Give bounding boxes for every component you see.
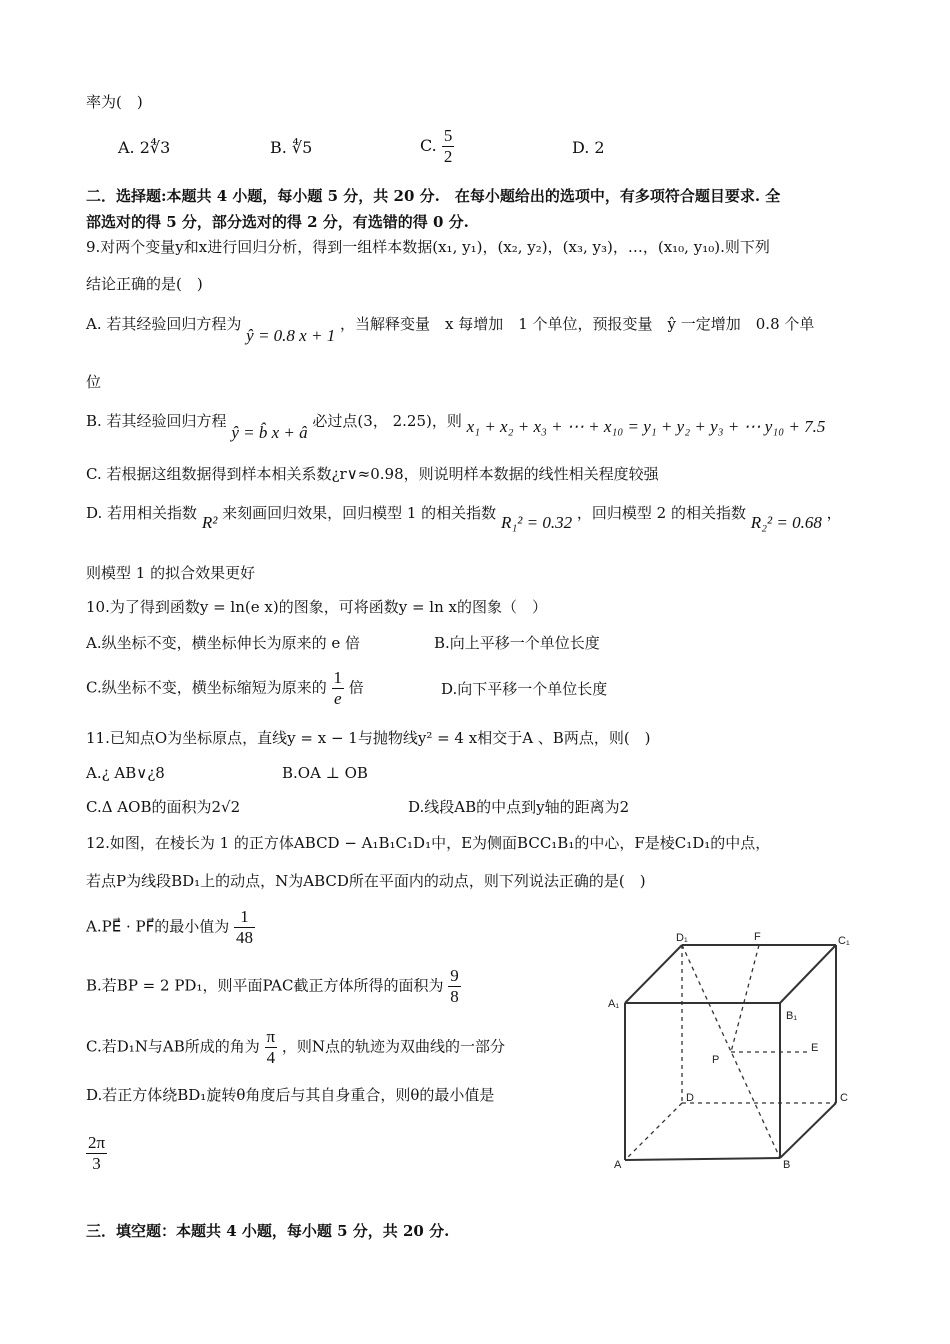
q10-option-d: D.向下平移一个单位长度 <box>441 680 608 698</box>
q11-stem: 11.已知点O为坐标原点，直线y = x − 1与抛物线y² = 4 x相交于A 、B两点，则( ) <box>86 729 651 747</box>
q9-b-text1: B. 若其经验回归方程 <box>86 412 227 430</box>
label-c1: C₁ <box>838 935 850 947</box>
q9-option-a <box>86 314 815 345</box>
label-a1: A₁ <box>608 998 620 1010</box>
q10-option-b: B.向上平移一个单位长度 <box>434 634 600 652</box>
q11-option-d: D.线段AB的中点到y轴的距离为2 <box>408 798 630 816</box>
q9-option-d-cont: 则模型 1 的拟合效果更好 <box>86 564 256 582</box>
q9-stem-line1: 9.对两个变量y和x进行回归分析，得到一组样本数据(x₁, y₁)，(x₂, y₂)，(x₃, y₃)，…，(x₁₀, y₁₀).则下列 <box>86 238 770 256</box>
fraction-denominator: 3 <box>92 1154 101 1173</box>
q12-b-fraction <box>448 966 461 1007</box>
fraction-denominator: 4 <box>266 1048 276 1067</box>
q9-a-text1: A. 若其经验回归方程为 <box>86 315 242 333</box>
q8-tail: 率为( ) <box>86 93 143 111</box>
edge-d1-a1 <box>625 945 682 1003</box>
q10-c-text1: C.纵坐标不变，横坐标缩短为原来的 <box>86 678 327 697</box>
edge-b-c <box>780 1103 836 1158</box>
fraction-denominator: 2 <box>443 147 453 166</box>
q12-c-text1: C.若D₁N与AB所成的角为 <box>86 1037 260 1056</box>
q9-d-text3: ，回归模型 2 的相关指数 <box>576 504 746 522</box>
q12-a-fraction <box>234 907 255 948</box>
section3-header: 三．填空题：本题共 4 小题，每小题 5 分，共 20 分. <box>86 1222 450 1240</box>
q8-option-c <box>420 126 454 167</box>
q12-a-text: A.PE⃗ · PF⃗的最小值为 <box>86 917 230 936</box>
q9-d-text4: ， <box>826 504 842 522</box>
q12-option-d-value <box>86 1133 107 1174</box>
q9-option-d <box>86 503 842 532</box>
q12-c-text2: ，则N点的轨迹为双曲线的一部分 <box>281 1037 506 1056</box>
label-b: B <box>783 1159 791 1171</box>
section2-line1: 二．选择题:本题共 4 小题，每小题 5 分，共 20 分. 在每小题给出的选项中，有多项符合题目要求. 全 <box>86 187 781 205</box>
q9-b-text2: 必过点(3， 2.25)，则 <box>312 412 462 430</box>
q9-d-equation1: R₁² = 0.32 <box>500 513 573 532</box>
fraction-numerator: 1 <box>333 668 342 687</box>
q12-option-b <box>86 966 461 1007</box>
label-d: D <box>686 1092 694 1104</box>
q9-option-a-cont: 位 <box>86 373 102 391</box>
q8-option-d: D. 2 <box>572 138 605 157</box>
label-p: P <box>712 1054 720 1066</box>
fraction-numerator: 1 <box>234 907 255 928</box>
label-a: A <box>614 1159 622 1171</box>
q8-option-c-fraction <box>442 126 455 167</box>
q11-option-b: B.OA ⊥ OB <box>282 764 368 782</box>
q12-b-text: B.若BP = 2 PD₁，则平面PAC截正方体所得的面积为 <box>86 976 444 995</box>
q11-option-a: A.¿ AB∨¿8 <box>86 764 165 782</box>
q10-c-text2: 倍 <box>348 678 364 697</box>
q9-option-b <box>86 411 826 442</box>
q9-b-equation: ŷ = b̂ x + â <box>231 423 308 442</box>
cube-figure <box>600 925 870 1175</box>
q9-d-equation2: R₂² = 0.68 <box>750 513 822 532</box>
label-e: E <box>811 1042 819 1054</box>
q9-d-text1: D. 若用相关指数 <box>86 504 198 522</box>
q9-stem-line2: 结论正确的是( ) <box>86 275 203 293</box>
q8-option-a: A. 2∜3 <box>118 138 171 157</box>
q9-a-equation: ŷ = 0.8 x + 1 <box>246 326 336 345</box>
q12-d-fraction <box>86 1133 107 1174</box>
q9-b-equation2: x₁ + x₂ + x₃ + ⋯ + x₁₀ = y₁ + y₂ + y₃ + ⋯ y₁₀ + 7.5 <box>466 417 826 436</box>
q12-c-fraction <box>265 1027 278 1068</box>
label-f: F <box>754 931 761 943</box>
fraction-numerator: 9 <box>450 966 459 985</box>
q9-d-text2: 来刻画回归效果，回归模型 1 的相关指数 <box>222 504 497 522</box>
label-d1: D₁ <box>676 932 688 944</box>
q10-option-c <box>86 668 364 709</box>
q12-option-a <box>86 907 255 948</box>
fraction-denominator: 48 <box>235 928 253 947</box>
q10-c-fraction <box>332 668 345 709</box>
q12-stem-line1: 12.如图，在棱长为 1 的正方体ABCD − A₁B₁C₁D₁中，E为侧面BCC₁B₁的中心，F是棱C₁D₁的中点， <box>86 834 771 852</box>
edge-a-b <box>625 1158 780 1160</box>
fraction-denominator: 8 <box>450 987 459 1006</box>
q12-option-d: D.若正方体绕BD₁旋转θ角度后与其自身重合，则θ的最小值是 <box>86 1086 495 1104</box>
q9-a-text2: ，当解释变量 x 每增加 1 个单位，预报变量 ŷ 一定增加 0.8 个单 <box>339 315 815 333</box>
edge-c1-b1 <box>780 945 836 1003</box>
q9-option-c: C. 若根据这组数据得到样本相关系数¿r∨≈0.98，则说明样本数据的线性相关程度较强 <box>86 465 659 483</box>
edge-d-a-hidden <box>625 1103 682 1160</box>
q10-option-a: A.纵坐标不变，横坐标伸长为原来的 e 倍 <box>86 634 361 652</box>
segment-pf <box>731 945 759 1052</box>
section2-line2: 部选对的得 5 分，部分选对的得 2 分，有选错的得 0 分. <box>86 213 469 231</box>
q8-option-b: B. ∜5 <box>270 138 313 157</box>
q9-d-r2: R² <box>201 513 218 532</box>
fraction-numerator: 5 <box>443 126 453 145</box>
q10-stem: 10.为了得到函数y = ln(e x)的图象，可将函数y = ln x的图象（ ） <box>86 598 547 616</box>
q12-stem-line2: 若点P为线段BD₁上的动点，N为ABCD所在平面内的动点，则下列说法正确的是( ) <box>86 872 646 890</box>
q11-option-c: C.Δ AOB的面积为2√2 <box>86 798 241 816</box>
q8-option-c-label: C. <box>420 136 437 155</box>
fraction-numerator: 2π <box>88 1133 106 1152</box>
q12-option-c <box>86 1027 505 1068</box>
fraction-numerator: π <box>266 1027 276 1046</box>
label-b1: B₁ <box>786 1010 798 1022</box>
label-c: C <box>840 1092 848 1104</box>
fraction-denominator: e <box>333 689 342 708</box>
